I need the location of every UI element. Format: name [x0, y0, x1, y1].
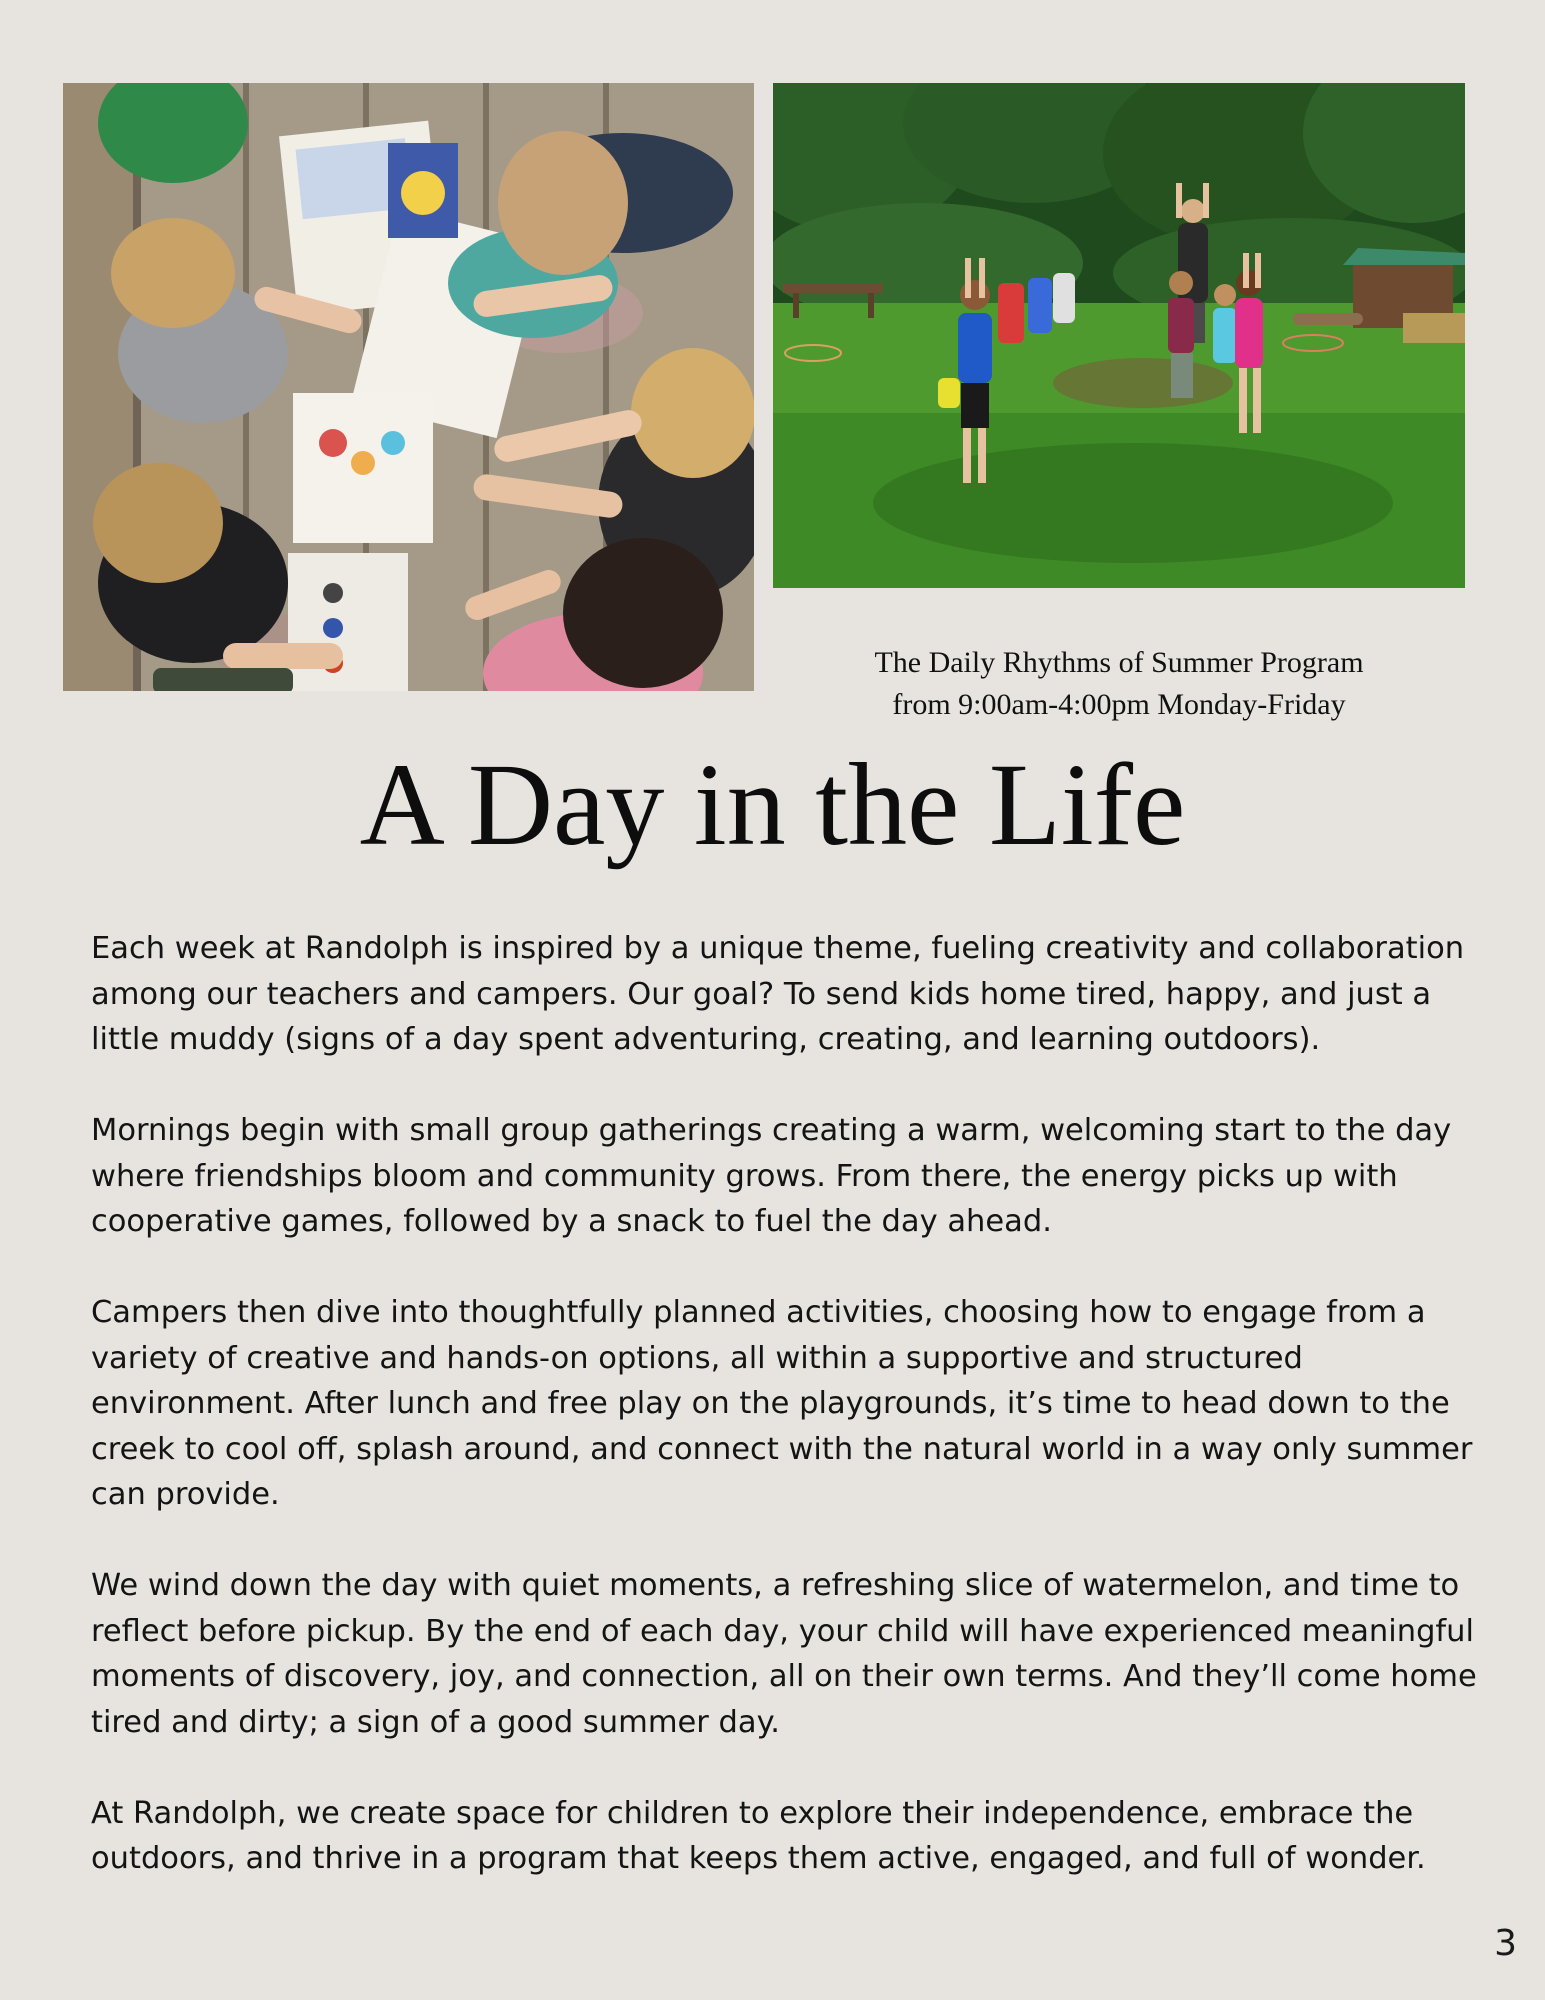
caption-line-2: from 9:00am-4:00pm Monday-Friday	[892, 688, 1346, 721]
page-number: 3	[1494, 1923, 1517, 1964]
photo-children-reading-image	[63, 83, 754, 691]
photo-caption	[773, 642, 1465, 726]
paragraph-closing: At Randolph, we create space for children to explore their independence, embrace the outdoors, and thrive in a program that keeps them active, engaged, and full of wonder.	[91, 1795, 1426, 1876]
body-text	[91, 926, 1491, 1927]
photo-children-field-image	[773, 83, 1465, 588]
paragraph-activities: Campers then dive into thoughtfully planned activities, choosing how to engage from a variety of creative and hands-on options, all within a supportive and structured environment. After lunch and free play on the playgrounds, it’s time to head down to the creek to cool off, splash around, and connect with the natural world in a way only summer can provide.	[91, 1295, 1473, 1512]
paragraph-theme: Each week at Randolph is inspired by a unique theme, fueling creativity and collaboration among our teachers and campers. Our goal? To send kids home tired, happy, and just a little muddy (signs of a day spent adventuring, creating, and learning outdoors).	[91, 931, 1465, 1057]
photo-children-field	[773, 83, 1465, 588]
caption-line-1: The Daily Rhythms of Summer Program	[874, 646, 1364, 679]
paragraph-wind-down: We wind down the day with quiet moments, a refreshing slice of watermelon, and time to reflect before pickup. By the end of each day, your child will have experienced meaningful moments of discovery, joy, and connection, all on their own terms. And they’ll come home tired and dirty; a sign of a good summer day.	[91, 1568, 1477, 1740]
paragraph-mornings: Mornings begin with small group gatherings creating a warm, welcoming start to the day where friendships bloom and community grows. From there, the energy picks up with cooperative games, followed by a snack to fuel the day ahead.	[91, 1113, 1452, 1239]
page-title: A Day in the Life	[359, 739, 1186, 870]
photo-children-reading	[63, 83, 754, 691]
